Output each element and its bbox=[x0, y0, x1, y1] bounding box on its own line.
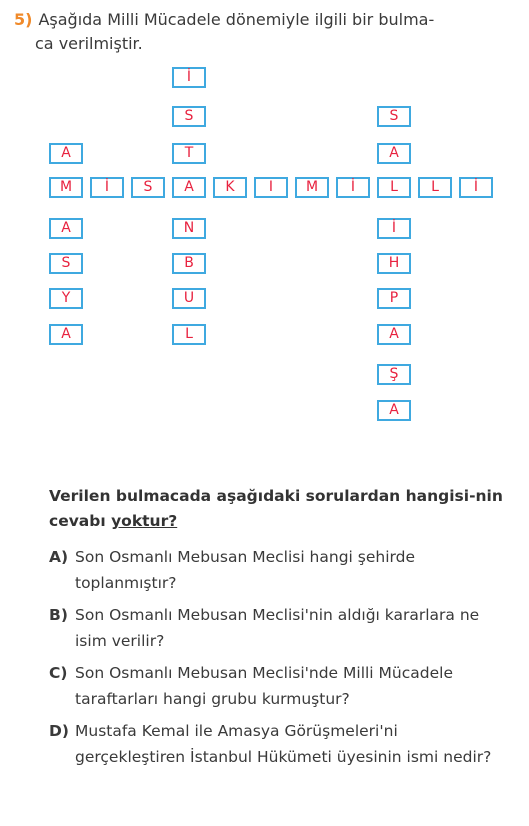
crossword-cell: A bbox=[49, 218, 83, 239]
crossword-cell: L bbox=[418, 177, 452, 198]
crossword-cell: I bbox=[254, 177, 288, 198]
crossword-cell: P bbox=[377, 288, 411, 309]
crossword-cell: S bbox=[172, 106, 206, 127]
crossword-cell: H bbox=[377, 253, 411, 274]
option-letter: B) bbox=[49, 606, 68, 624]
crossword-cell: A bbox=[377, 143, 411, 164]
option-letter: C) bbox=[49, 664, 68, 682]
crossword-cell: A bbox=[49, 324, 83, 345]
crossword-cell: Y bbox=[49, 288, 83, 309]
prompt-emphasis: yoktur? bbox=[111, 512, 178, 530]
crossword-cell: T bbox=[172, 143, 206, 164]
crossword-cell: İ bbox=[377, 218, 411, 239]
crossword-cell: M bbox=[295, 177, 329, 198]
crossword-cell: B bbox=[172, 253, 206, 274]
option-a[interactable] bbox=[49, 544, 509, 596]
question-number: 5) bbox=[14, 10, 33, 29]
option-text: Mustafa Kemal ile Amasya Görüşmeleri'ni gerçekleştiren İstanbul Hükümeti üyesinin ismi nedir? bbox=[75, 722, 492, 766]
crossword-cell: A bbox=[377, 400, 411, 421]
crossword-cell: İ bbox=[459, 177, 493, 198]
option-text: Son Osmanlı Mebusan Meclisi hangi şehirde toplanmıştır? bbox=[75, 548, 415, 592]
crossword-cell: A bbox=[377, 324, 411, 345]
option-letter: A) bbox=[49, 548, 69, 566]
crossword-cell: A bbox=[172, 177, 206, 198]
answer-options bbox=[49, 544, 509, 776]
crossword-cell: Ş bbox=[377, 364, 411, 385]
crossword-cell: M bbox=[49, 177, 83, 198]
crossword-cell: L bbox=[172, 324, 206, 345]
crossword-cell: S bbox=[377, 106, 411, 127]
crossword-cell: S bbox=[49, 253, 83, 274]
question-text-line2: ca verilmiştir. bbox=[35, 34, 143, 53]
crossword-cell: İ bbox=[336, 177, 370, 198]
crossword-cell: N bbox=[172, 218, 206, 239]
crossword-cell: U bbox=[172, 288, 206, 309]
question-prompt bbox=[49, 484, 519, 534]
option-c[interactable] bbox=[49, 660, 509, 712]
crossword-cell: K bbox=[213, 177, 247, 198]
crossword-cell: A bbox=[49, 143, 83, 164]
crossword-cell: S bbox=[131, 177, 165, 198]
prompt-text: Verilen bulmacada aşağıdaki sorulardan hangisi-nin cevabı bbox=[49, 487, 503, 530]
option-b[interactable] bbox=[49, 602, 509, 654]
option-text: Son Osmanlı Mebusan Meclisi'nin aldığı kararlara ne isim verilir? bbox=[75, 606, 480, 650]
question-text-line1: Aşağıda Milli Mücadele dönemiyle ilgili bir bulma- bbox=[38, 10, 435, 29]
crossword-cell: L bbox=[377, 177, 411, 198]
crossword-cell: İ bbox=[172, 67, 206, 88]
option-text: Son Osmanlı Mebusan Meclisi'nde Milli Mücadele taraftarları hangi grubu kurmuştur? bbox=[75, 664, 453, 708]
crossword-cell: İ bbox=[90, 177, 124, 198]
option-d[interactable] bbox=[49, 718, 509, 770]
option-letter: D) bbox=[49, 722, 69, 740]
